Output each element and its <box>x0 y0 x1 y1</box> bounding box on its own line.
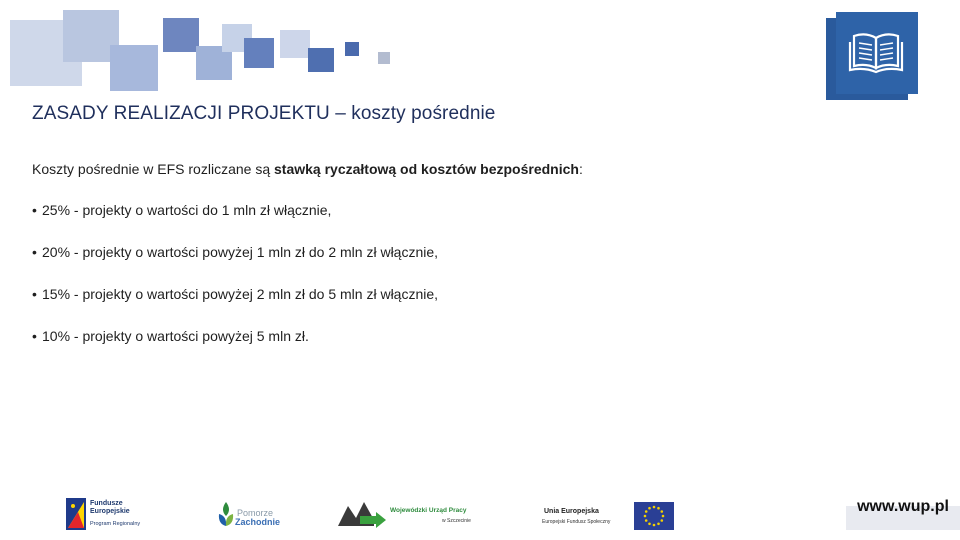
intro-bold: stawką ryczałtową od kosztów bezpośrednich <box>274 161 579 177</box>
logo-text: Pomorze <box>237 508 274 518</box>
logo-text: Europejski Fundusz Społeczny <box>542 519 611 525</box>
logo-text: w Szczecinie <box>442 518 471 524</box>
list-item-text: 10% - projekty o wartości powyżej 5 mln zł. <box>42 328 309 344</box>
list-item-text: 15% - projekty o wartości powyżej 2 mln zł do 5 mln zł włącznie, <box>42 286 439 302</box>
logo-text: Program Regionalny <box>90 521 141 527</box>
pomorze-zachodnie-logo <box>215 500 285 532</box>
unia-europejska-logo <box>540 502 676 532</box>
deco-square <box>345 42 359 56</box>
deco-square <box>163 18 199 52</box>
list-item <box>32 244 438 286</box>
logo-text: Unia Europejska <box>544 508 599 515</box>
intro-plain: Koszty pośrednie w EFS rozliczane są <box>32 161 274 177</box>
bullet-dot: • <box>32 202 37 218</box>
wup-emblem-icon <box>338 500 386 528</box>
eu-flag-icon <box>634 502 674 530</box>
deco-square <box>308 48 334 72</box>
bullet-dot: • <box>32 286 37 302</box>
logo-text: Fundusze <box>90 500 123 507</box>
deco-square <box>244 38 274 68</box>
deco-square <box>280 30 310 58</box>
list-item-text: 25% - projekty o wartości do 1 mln zł włącznie, <box>42 202 332 218</box>
logo-text: Europejskie <box>90 508 130 515</box>
pomorze-emblem-icon <box>215 500 237 530</box>
intro-text <box>32 161 583 177</box>
list-item <box>32 328 438 370</box>
list-item <box>32 286 438 328</box>
list-item <box>32 202 438 244</box>
deco-square <box>378 52 390 64</box>
bullet-dot: • <box>32 328 37 344</box>
rate-list <box>32 202 438 370</box>
fe-emblem-icon <box>66 498 86 530</box>
header-book-badge <box>826 12 918 102</box>
website-link[interactable]: www.wup.pl <box>857 498 949 515</box>
intro-end: : <box>578 161 583 177</box>
list-item-text: 20% - projekty o wartości powyżej 1 mln zł do 2 mln zł włącznie, <box>42 244 439 260</box>
logo-text: Zachodnie <box>235 517 281 527</box>
bullet-dot: • <box>32 244 37 260</box>
logo-text: Wojewódzki Urząd Pracy <box>390 507 467 514</box>
slide-title: ZASADY REALIZACJI PROJEKTU – koszty pośrednie <box>32 103 496 124</box>
open-book-icon <box>826 12 918 102</box>
deco-square <box>110 45 158 91</box>
fundusze-europejskie-logo <box>66 498 156 532</box>
wup-logo <box>338 500 483 532</box>
